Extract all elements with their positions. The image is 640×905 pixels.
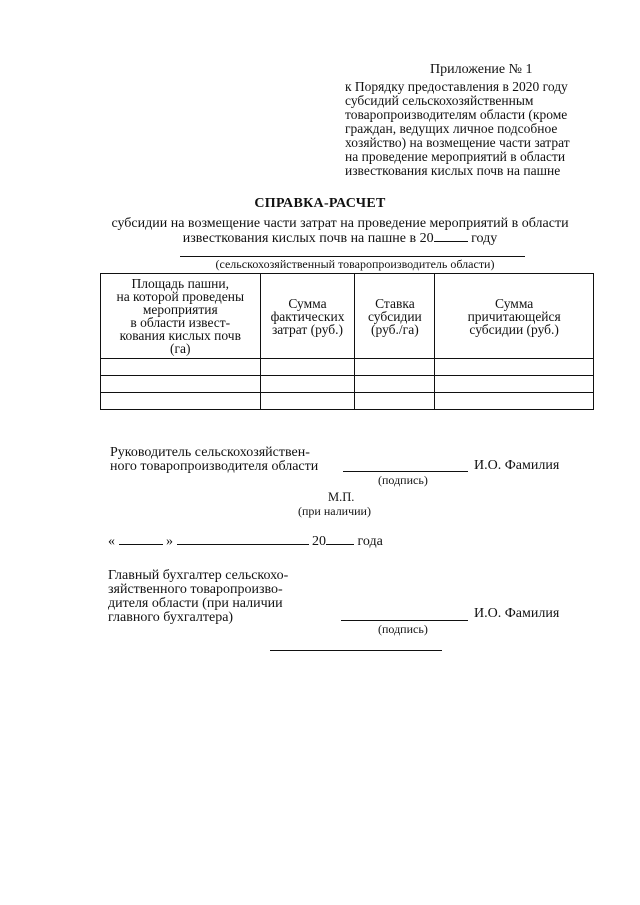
label-line: зяйственного товаропроизво- (108, 582, 283, 597)
closing-divider (270, 650, 442, 651)
table-row (101, 359, 594, 376)
document-title: СПРАВКА-РАСЧЕТ (254, 196, 386, 211)
table-cell[interactable] (260, 376, 355, 393)
subtitle-suffix: году (471, 231, 498, 246)
label-line: Руководитель сельскохозяйствен- (110, 445, 310, 460)
producer-caption: (сельскохозяйственный товаропроизводитель области) (215, 257, 495, 271)
annex-line: к Порядку предоставления в 2020 году (345, 79, 568, 94)
table-cell[interactable] (435, 376, 594, 393)
table-cell[interactable] (101, 359, 261, 376)
head-signature-caption: (подпись) (378, 473, 428, 487)
year-suffix: года (357, 534, 383, 549)
annex-reference (345, 80, 613, 178)
table-cell[interactable] (101, 376, 261, 393)
stamp-label: М.П. (328, 490, 355, 504)
head-signature-field[interactable] (343, 471, 468, 472)
calculation-table (100, 273, 594, 410)
table-cell[interactable] (355, 359, 435, 376)
header-line: (руб./га) (371, 321, 419, 337)
document-subtitle (60, 216, 620, 246)
label-line: Главный бухгалтер сельскохо- (108, 568, 289, 583)
header-line: Сумма (288, 295, 327, 311)
day-field[interactable] (119, 543, 163, 545)
column-header-actual-costs (260, 274, 355, 359)
table-cell[interactable] (260, 359, 355, 376)
header-line: субсидии (367, 308, 422, 324)
date-row (108, 534, 383, 550)
subtitle-prefix: известкования кислых почв на пашне в 20 (182, 231, 434, 246)
header-line: фактических (270, 308, 345, 324)
header-line: мероприятия (142, 302, 218, 317)
annex-line: граждан, ведущих личное подсобное (345, 121, 558, 136)
header-line: кования кислых почв (119, 328, 241, 343)
table-cell[interactable] (101, 393, 261, 410)
table-row (101, 376, 594, 393)
column-header-area (101, 274, 261, 359)
annex-line: известкования кислых почв на пашне (345, 163, 561, 178)
subtitle-line (60, 231, 620, 246)
table-row (101, 393, 594, 410)
accountant-signature-field[interactable] (341, 620, 468, 621)
annex-line: товаропроизводителям области (кроме (345, 107, 568, 122)
label-line: дителя области (при наличии (108, 596, 283, 611)
accountant-signature-label (108, 569, 288, 625)
header-line: затрат (руб.) (271, 321, 344, 337)
head-signature-label (110, 446, 318, 474)
header-line: Ставка (375, 295, 415, 311)
label-line: ного товаропроизводителя области (110, 459, 319, 474)
year-blank[interactable] (434, 240, 468, 242)
header-line: в области извест- (130, 315, 231, 330)
year-prefix: 20 (312, 534, 326, 549)
head-name: И.О. Фамилия (474, 458, 560, 473)
header-line: (га) (170, 341, 191, 356)
annex-line: субсидий сельскохозяйственным (345, 93, 534, 108)
header-line: Сумма (495, 295, 534, 311)
column-header-subsidy-amount (435, 274, 594, 359)
header-line: на которой проведены (116, 289, 245, 304)
table-cell[interactable] (435, 393, 594, 410)
year-field[interactable] (326, 543, 354, 545)
label-line: главного бухгалтера) (108, 610, 234, 625)
table-cell[interactable] (435, 359, 594, 376)
annex-title: Приложение № 1 (430, 62, 533, 77)
header-line: субсидии (руб.) (469, 321, 559, 337)
month-field[interactable] (177, 543, 309, 545)
table-cell[interactable] (260, 393, 355, 410)
table-cell[interactable] (355, 393, 435, 410)
annex-line: хозяйство) на возмещение части затрат (345, 135, 570, 150)
subtitle-line: субсидии на возмещение части затрат на проведение мероприятий в области (111, 216, 569, 231)
column-header-subsidy-rate (355, 274, 435, 359)
accountant-name: И.О. Фамилия (474, 606, 560, 621)
annex-line: на проведение мероприятий в области (345, 149, 566, 164)
accountant-signature-caption: (подпись) (378, 622, 428, 636)
header-line: Площадь пашни, (131, 276, 230, 291)
stamp-caption: (при наличии) (298, 504, 371, 518)
open-quote: « (108, 534, 115, 549)
close-quote: » (166, 534, 173, 549)
table-header-row (101, 274, 594, 359)
table-cell[interactable] (355, 376, 435, 393)
header-line: причитающейся (467, 308, 561, 324)
